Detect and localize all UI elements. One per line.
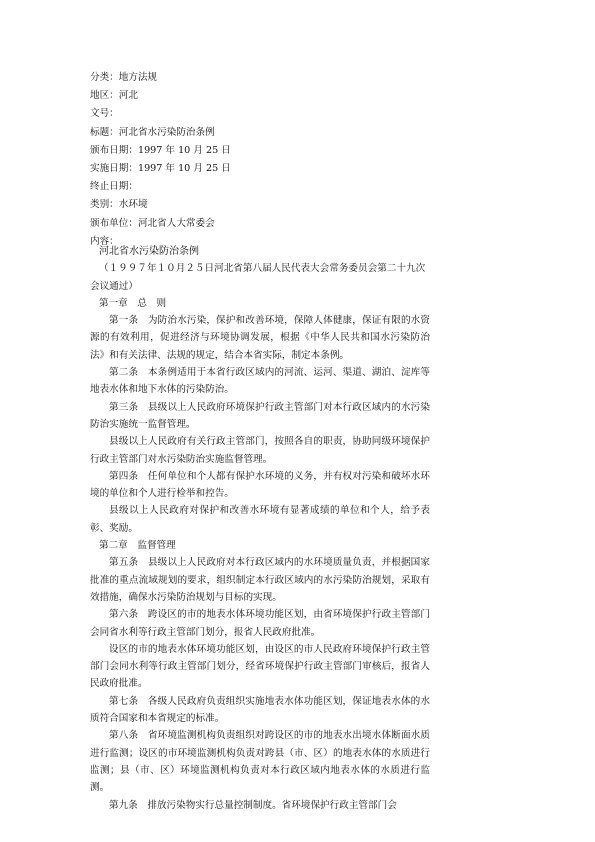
meta-issued-label: 颁布日期：	[90, 144, 138, 156]
meta-end	[90, 178, 390, 196]
meta-content-label: 内容：	[90, 235, 119, 247]
article-paragraph: 第七条 各级人民政府负责组织实施地表水体功能区划，保证地表水体的水质符合国家和本省规定的标准。	[90, 695, 430, 725]
article-paragraph: 第六条 跨设区的市的地表水体环境功能区划，由省环境保护行政主管部门会同省水利等行政主管部门划分，报省人民政府批准。	[90, 609, 430, 638]
meta-category-label: 分类：	[90, 72, 119, 83]
meta-issued-value: 1997 年 10 月 25 日	[137, 144, 231, 156]
document-body	[90, 243, 430, 814]
meta-type-label: 类别：	[90, 199, 119, 211]
article-paragraph: 设区的市的地表水体环境功能区划，由设区的市人民政府环境保护行政主管部门会同水利等行政主管部门划分，经省环境保护行政主管部门审核后，报省人民政府批准。	[90, 643, 430, 690]
article-paragraph: 第一条 为防治水污染，保护和改善环境，保障人体健康，保证有限的水资源的有效利用，促进经济与环境协调发展，根据《中华人民共和国水污染防治法》和有关法律、法规的规定，结合本省实际，制定本条例。	[90, 315, 430, 361]
meta-region	[90, 87, 390, 105]
article-paragraph: 第四条 任何单位和个人都有保护水环境的义务，并有权对污染和破坏水环境的单位和个人进行检举和控告。	[90, 470, 430, 500]
chapter-heading: 第二章 监督管理	[99, 540, 176, 552]
article-paragraph: 县级以上人民政府对保护和改善水环境有显著成绩的单位和个人，给予表彰、奖励。	[90, 505, 430, 534]
meta-type-value: 水环境	[118, 199, 148, 211]
article-paragraph: 第三条 县级以上人民政府环境保护行政主管部门对本行政区域内的水污染防治实施统一监督管理。	[90, 401, 430, 430]
meta-category	[90, 69, 390, 87]
meta-title-value: 河北省水污染防治条例	[118, 126, 215, 138]
adoption-note: （１９９７年１０月２５日河北省第八届人民代表大会常务委员会第二十九次会议通过）	[90, 263, 426, 292]
article-paragraph: 第二条 本条例适用于本省行政区域内的河流、运河、渠道、湖泊、淀库等地表水体和地下水体的污染防治。	[90, 367, 430, 396]
meta-docno-label: 文号：	[90, 108, 119, 120]
meta-title-label: 标题：	[90, 126, 119, 138]
metadata-block	[90, 69, 390, 251]
article-paragraph: 第八条 省环境监测机构负责组织对跨设区的市的地表水出境水体断面水质进行监测；设区的市环境监测机构负责对跨县（市、区）的地表水体的水质进行监测；县（市、区）环境监测机构负责对本行政区域内地表水体的水质进行监测。	[90, 730, 430, 794]
document-title: 河北省水污染防治条例	[99, 246, 199, 257]
meta-effective-value: 1997 年 10 月 25 日	[137, 162, 231, 174]
meta-region-label: 地区：	[90, 90, 119, 102]
meta-issuer-value: 河北省人大常委会	[137, 217, 215, 229]
article-paragraph: 第五条 县级以上人民政府对本行政区域内的水环境质量负责，并根据国家批准的重点流域规划的要求，组织制定本行政区域内的水污染防治规划，采取有效措施，确保水污染防治规划与目标的实现。	[90, 557, 430, 603]
meta-region-value: 河北	[118, 90, 138, 102]
meta-docno	[90, 105, 390, 123]
meta-category-value: 地方法规	[118, 72, 158, 83]
meta-effective	[90, 160, 390, 178]
meta-end-label: 终止日期：	[90, 181, 138, 193]
chapter-heading: 第一章 总 则	[99, 297, 167, 309]
meta-issuer-label: 颁布单位：	[90, 217, 138, 229]
meta-title	[90, 124, 390, 142]
meta-issued	[90, 142, 390, 160]
meta-type	[90, 196, 390, 214]
article-paragraph: 第九条 排放污染物实行总量控制制度。省环境保护行政主管部门会	[109, 799, 397, 811]
meta-issuer	[90, 215, 390, 233]
meta-effective-label: 实施日期：	[90, 162, 138, 174]
article-paragraph: 县级以上人民政府有关行政主管部门，按照各自的职责，协助同级环境保护行政主管部门对水污染防治实施监督管理。	[90, 436, 430, 465]
